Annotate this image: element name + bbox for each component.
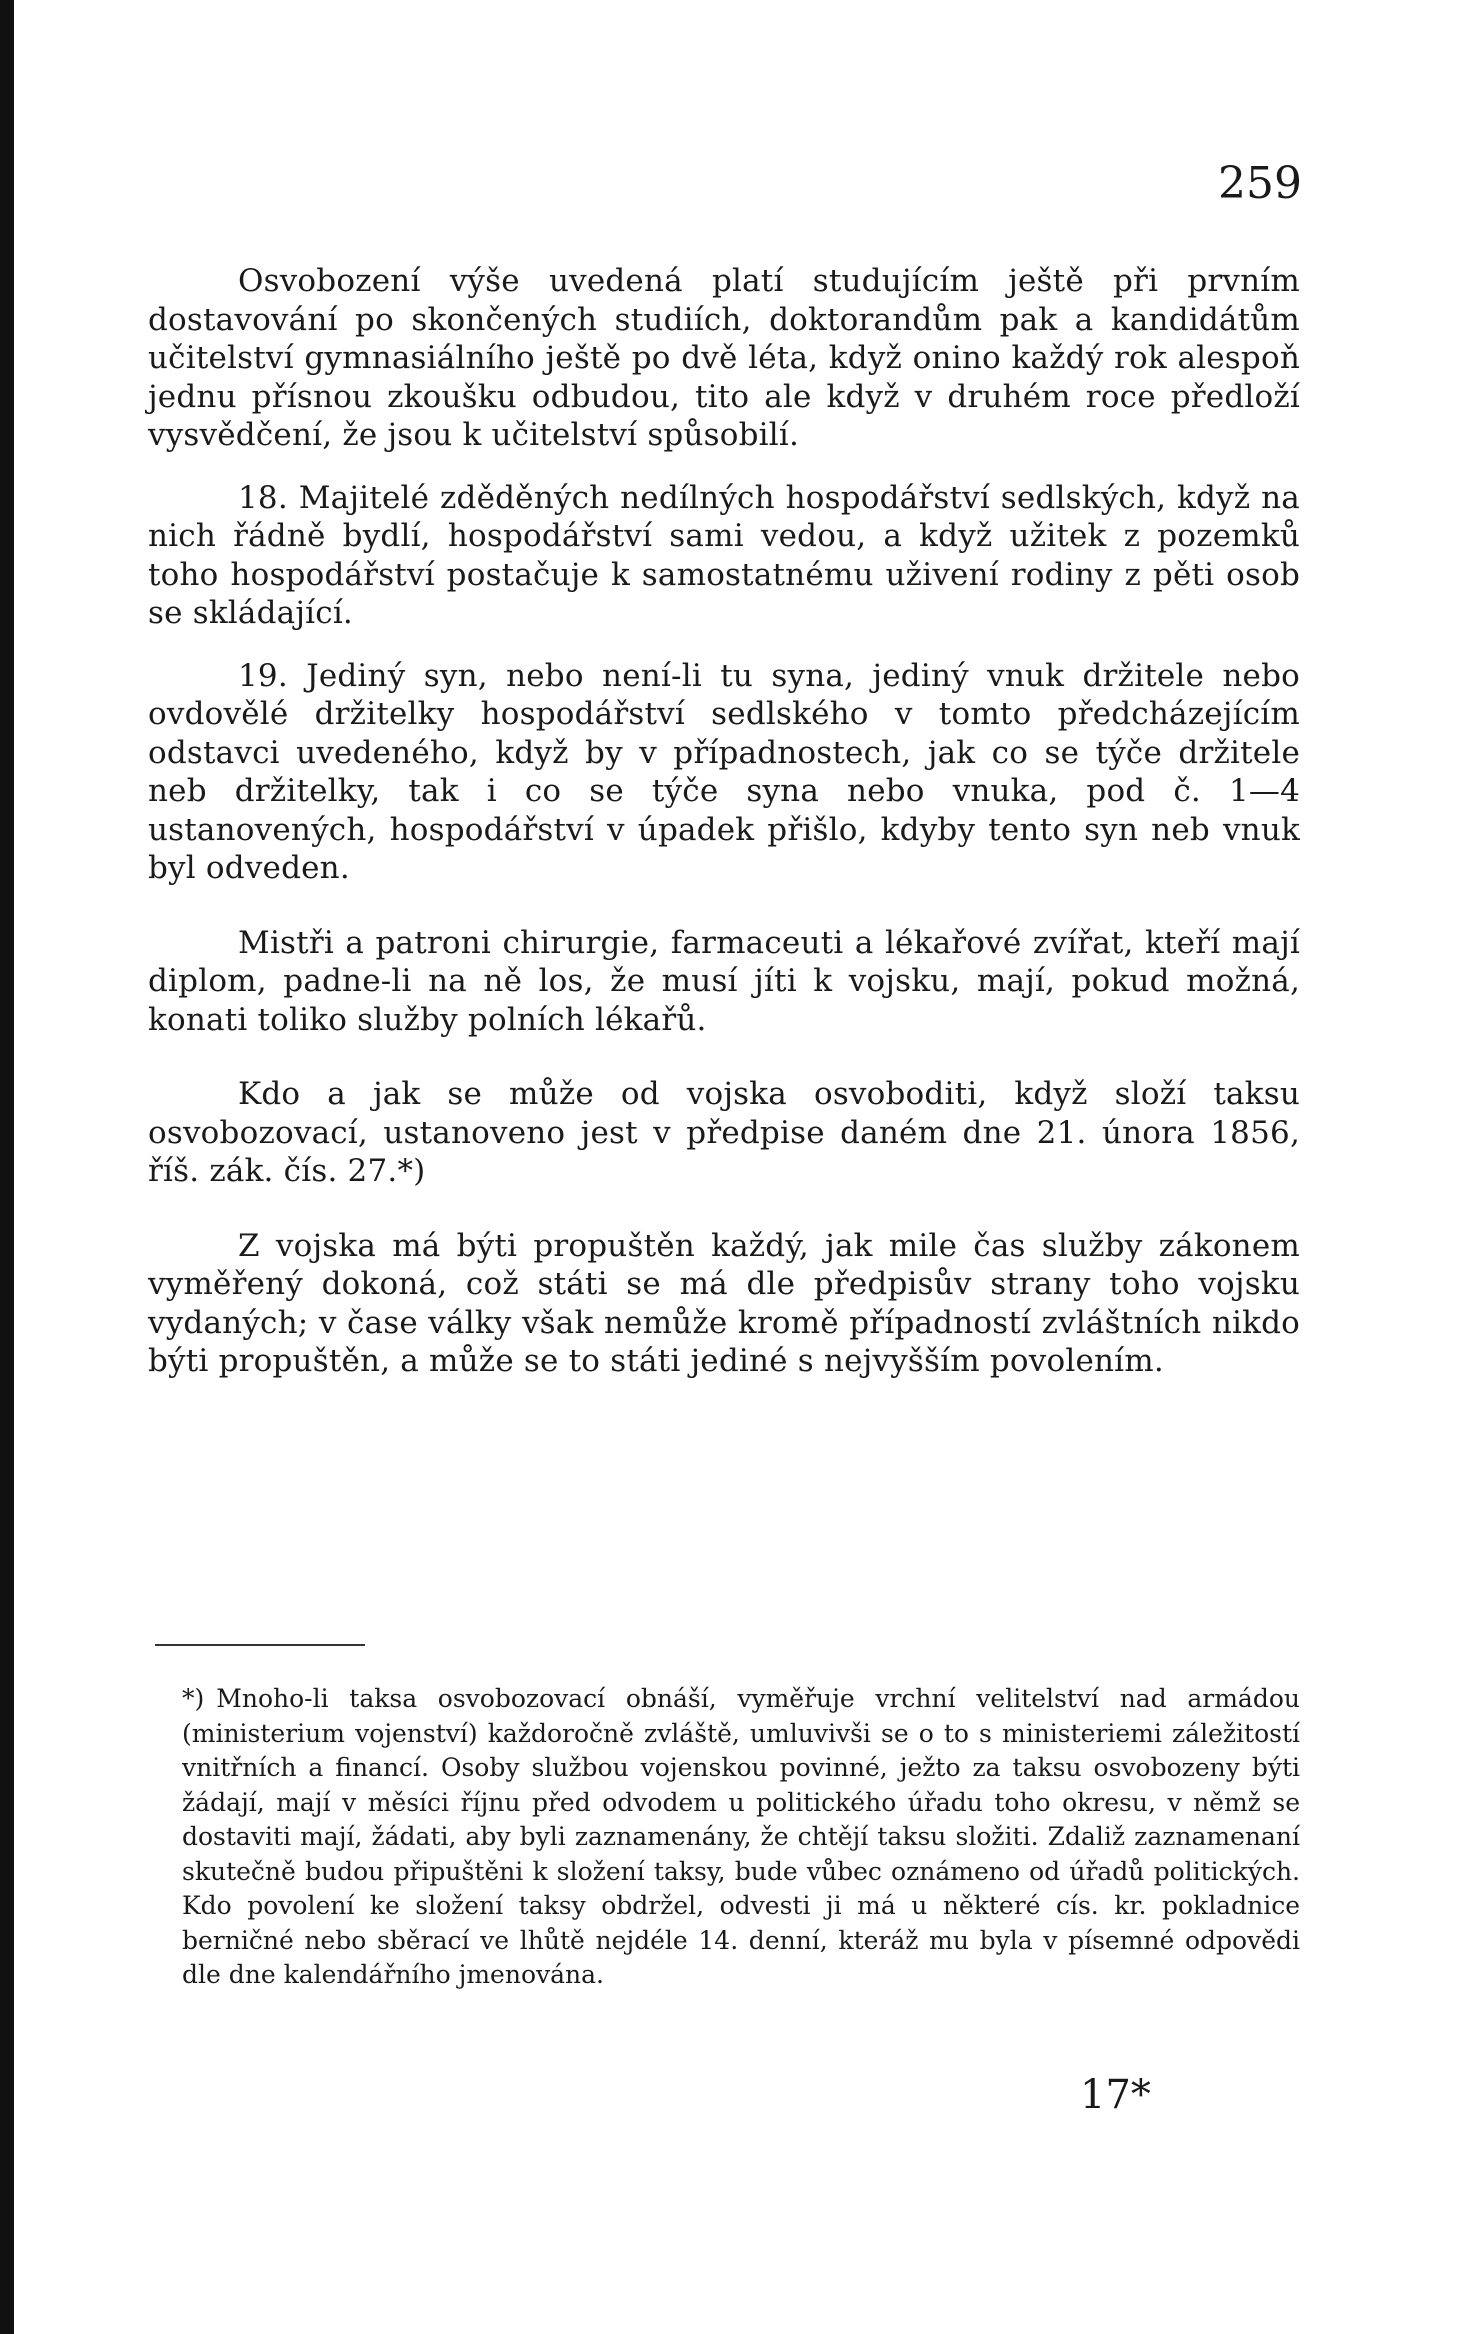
paragraph-exemption-students: Osvobození výše uvedená platí studujícím ještě při prvním dostavování po skončených studiích, doktorandům pak a kandidátům učitelství gymnasiálního ještě po dvě léta, když onino každý rok alespoň jednu přísnou zkoušku odbudou, tito ale když v druhém roce předloží vysvědčení, že jsou k učitelství spůsobilí. bbox=[148, 263, 1300, 453]
binding-edge bbox=[0, 0, 14, 2334]
paragraph-19: 19. Jediný syn, nebo není-li tu syna, jediný vnuk držitele nebo ovdovělé držitelky hospodářství sedlského v tomto předcházejícím odstavci uvedeného, když by v případnostech, jak co se týče držitele neb držitelky, tak i co se týče syna nebo vnuka, pod č. 1—4 ustanovených, hospodářství v úpadek přišlo, kdyby tento syn neb vnuk byl odveden. bbox=[148, 657, 1300, 886]
footnote-marker: *) bbox=[182, 1684, 205, 1713]
footnote-rule bbox=[155, 1644, 365, 1646]
main-text bbox=[148, 262, 1300, 1381]
paragraph-18: 18. Majitelé zděděných nedílných hospodářství sedlských, když na nich řádně bydlí, hospodářství sami vedou, a když užitek z pozemků toho hospodářství postačuje k samostatnému uživení rodiny z pěti osob se skládající. bbox=[148, 479, 1300, 631]
footnote bbox=[182, 1682, 1300, 1993]
page-number: 259 bbox=[1218, 158, 1302, 209]
paragraph-exemption-fee: Kdo a jak se může od vojska osvoboditi, když složí taksu osvobozovací, ustanoveno jest v předpise daném dne 21. února 1856, říš. zák. čís. 27.*) bbox=[148, 1076, 1300, 1189]
paragraph-surgeons: Mistři a patroni chirurgie, farmaceuti a lékařové zvířat, kteří mají diplom, padne-li na ně los, že musí jíti k vojsku, mají, pokud možná, konati toliko služby polních lékařů. bbox=[148, 924, 1300, 1038]
footnote-text: Mnoho-li taksa osvobozovací obnáší, vyměřuje vrchní velitelství nad armádou (ministerium vojenství) každoročně zvláště, umluvivši se o to s ministeriemi záležitostí vnitřních a financí. Osoby službou vojenskou povinné, ježto za taksu osvobozeny býti žádají, mají v měsíci říjnu před odvodem u politického úřadu toho okresu, v němž se dostaviti mají, žádati, aby byli zaznamenány, že chtějí taksu složiti. Zdaliž zaznamenaní skutečně budou připuštěni k složení taksy, bude vůbec oznámeno od úřadů politických. Kdo povolení ke složení taksy obdržel, odvesti ji má u některé cís. kr. pokladnice berničné nebo sběrací ve lhůtě nejdéle 14. denní, kteráž mu byla v písemné odpovědi dle dne kalendářního jmenována. bbox=[182, 1684, 1300, 1989]
sheet-signature: 17* bbox=[1080, 2072, 1151, 2118]
paragraph-discharge: Z vojska má býti propuštěn každý, jak mile čas služby zákonem vyměřený dokoná, což státi se má dle předpisův strany toho vojsku vydaných; v čase války však nemůže kromě případností zvláštních nikdo býti propuštěn, a může se to státi jediné s nejvyšším povolením. bbox=[148, 1227, 1300, 1379]
